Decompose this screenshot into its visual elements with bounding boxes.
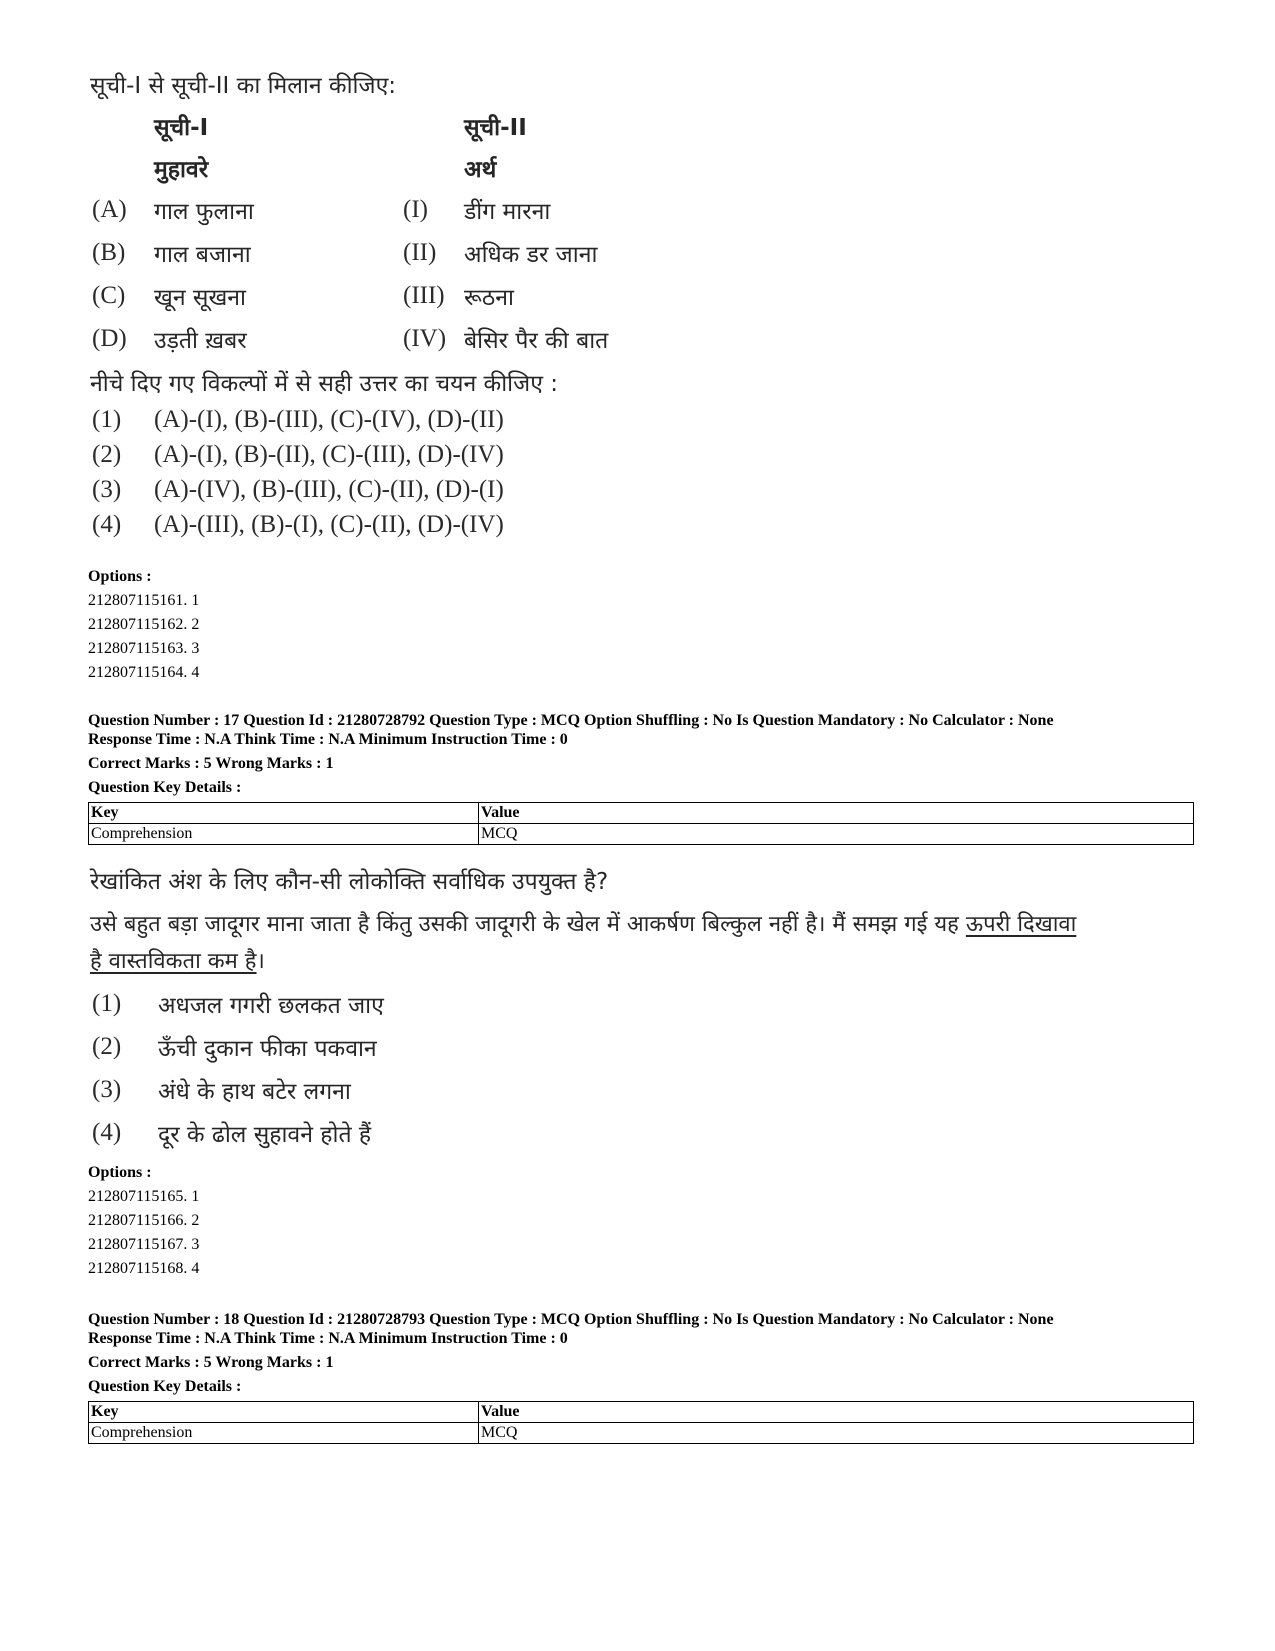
q16-option-4: 212807115164. 4 xyxy=(88,664,200,681)
q16-answer-text: (A)-(I), (B)-(II), (C)-(III), (D)-(IV) xyxy=(154,441,504,468)
list2-item: डींग मारना xyxy=(464,199,551,225)
q17-answer-number: (2) xyxy=(92,1033,122,1060)
q17-marks: Correct Marks : 5 Wrong Marks : 1 xyxy=(88,755,334,772)
q16-option-3: 212807115163. 3 xyxy=(88,640,200,657)
q17-answer-number: (4) xyxy=(92,1119,122,1146)
q16-list1-heading: सूची-I xyxy=(154,115,209,141)
q16-question-image xyxy=(88,60,688,550)
q16-answer-text: (A)-(I), (B)-(III), (C)-(IV), (D)-(II) xyxy=(154,406,504,433)
key-cell: Comprehension xyxy=(89,824,479,845)
q17-meta-line2: Response Time : N.A Think Time : N.A Minimum Instruction Time : 0 xyxy=(88,731,568,748)
q18-key-table xyxy=(88,1401,1194,1444)
q17-option-3: 212807115167. 3 xyxy=(88,1236,200,1253)
q17-key-table xyxy=(88,802,1194,845)
q17-passage-line2 xyxy=(90,945,265,975)
q17-question: रेखांकित अंश के लिए कौन-सी लोकोक्ति सर्वाधिक उपयुक्त है? xyxy=(90,869,609,895)
q16-answer-number: (3) xyxy=(92,476,122,503)
q16-list2-heading: सूची-II xyxy=(464,115,527,141)
passage-underlined: ऊपरी दिखावा xyxy=(965,912,1077,937)
q16-options-label: Options : xyxy=(88,568,152,585)
q17-answer-text: दूर के ढोल सुहावने होते हैं xyxy=(158,1122,372,1148)
q16-option-1: 212807115161. 1 xyxy=(88,592,200,609)
key-header: Key xyxy=(89,1402,479,1423)
q17-answer-number: (3) xyxy=(92,1076,122,1103)
q17-answer-number: (1) xyxy=(92,990,122,1017)
q18-meta-line2: Response Time : N.A Think Time : N.A Minimum Instruction Time : 0 xyxy=(88,1330,568,1347)
list2-item: रूठना xyxy=(464,285,514,311)
table-row xyxy=(89,1423,1194,1444)
list2-label: (IV) xyxy=(403,325,447,352)
q16-answer-text: (A)-(IV), (B)-(III), (C)-(II), (D)-(I) xyxy=(154,476,504,503)
key-cell: Comprehension xyxy=(89,1423,479,1444)
list2-label: (III) xyxy=(403,282,445,309)
value-header: Value xyxy=(479,1402,1194,1423)
table-row xyxy=(89,824,1194,845)
table-header-row xyxy=(89,803,1194,824)
list2-item: अधिक डर जाना xyxy=(464,242,598,268)
list1-item: गाल फुलाना xyxy=(154,199,254,225)
list1-item: खून सूखना xyxy=(154,285,246,311)
q17-answer-text: अधजल गगरी छलकत जाए xyxy=(158,993,384,1019)
q16-choose-instruction: नीचे दिए गए विकल्पों में से सही उत्तर का चयन कीजिए : xyxy=(90,371,558,397)
q18-key-details-label: Question Key Details : xyxy=(88,1378,242,1395)
list1-label: (A) xyxy=(92,196,127,223)
key-header: Key xyxy=(89,803,479,824)
list2-item: बेसिर पैर की बात xyxy=(464,328,609,354)
list1-label: (D) xyxy=(92,325,127,352)
q17-answer-text: ऊँची दुकान फीका पकवान xyxy=(158,1036,377,1062)
q17-answer-text: अंधे के हाथ बटेर लगना xyxy=(158,1079,351,1105)
list2-label: (I) xyxy=(403,196,428,223)
table-header-row xyxy=(89,1402,1194,1423)
q16-list1-subheading: मुहावरे xyxy=(154,157,209,183)
q16-answer-number: (1) xyxy=(92,406,122,433)
list1-label: (C) xyxy=(92,282,126,309)
q17-option-4: 212807115168. 4 xyxy=(88,1260,200,1277)
q16-answer-number: (4) xyxy=(92,511,122,538)
value-header: Value xyxy=(479,803,1194,824)
q17-option-1: 212807115165. 1 xyxy=(88,1188,200,1205)
passage-end: । xyxy=(256,949,265,974)
q17-key-details-label: Question Key Details : xyxy=(88,779,242,796)
q17-passage-line1 xyxy=(90,908,1076,938)
q17-meta-line1: Question Number : 17 Question Id : 21280728792 Question Type : MCQ Option Shuffling : No Is Question Mandatory : No Calculator : None xyxy=(88,712,1054,729)
list2-label: (II) xyxy=(403,239,437,266)
list1-item: गाल बजाना xyxy=(154,242,251,268)
q16-list2-subheading: अर्थ xyxy=(464,157,497,183)
list1-item: उड़ती ख़बर xyxy=(154,328,247,354)
q16-instruction: सूची-I से सूची-II का मिलान कीजिए: xyxy=(90,73,397,99)
q16-answer-text: (A)-(III), (B)-(I), (C)-(II), (D)-(IV) xyxy=(154,511,504,538)
q17-option-2: 212807115166. 2 xyxy=(88,1212,200,1229)
q16-option-2: 212807115162. 2 xyxy=(88,616,200,633)
q16-answer-number: (2) xyxy=(92,441,122,468)
q18-meta-line1: Question Number : 18 Question Id : 21280728793 Question Type : MCQ Option Shuffling : No Is Question Mandatory : No Calculator : None xyxy=(88,1311,1054,1328)
list1-label: (B) xyxy=(92,239,126,266)
value-cell: MCQ xyxy=(479,1423,1194,1444)
passage-underlined: है वास्तविकता कम है xyxy=(90,949,257,974)
q17-options-label: Options : xyxy=(88,1164,152,1181)
q18-marks: Correct Marks : 5 Wrong Marks : 1 xyxy=(88,1354,334,1371)
value-cell: MCQ xyxy=(479,824,1194,845)
q17-question-image xyxy=(88,858,1188,1148)
passage-text: उसे बहुत बड़ा जादूगर माना जाता है किंतु उसकी जादूगरी के खेल में आकर्षण बिल्कुल नहीं है। मैं समझ गई यह xyxy=(90,912,966,937)
